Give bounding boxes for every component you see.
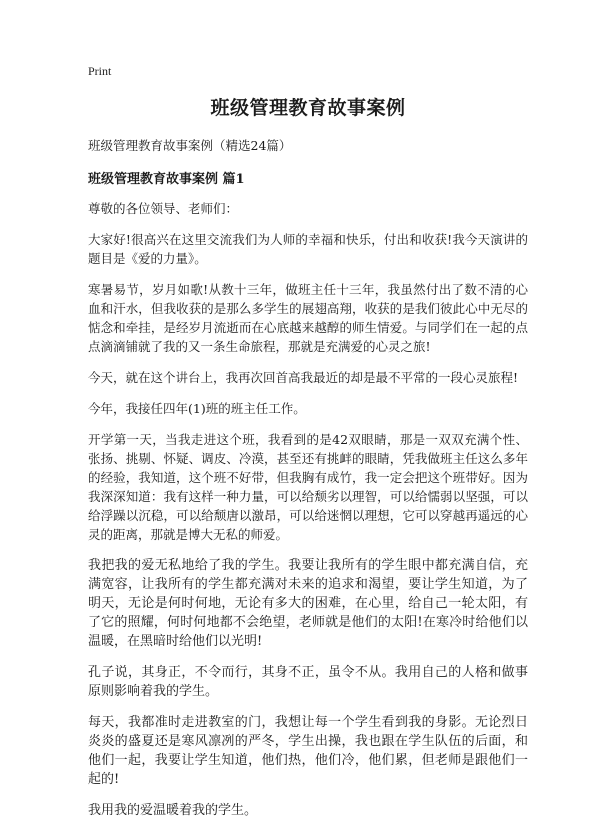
paragraph-first-day: 开学第一天，当我走进这个班，我看到的是42双眼睛，那是一双双充满个性、张扬、挑剔、怀疑、调皮、冷漠，甚至还有挑衅的眼睛，凭我做班主任这么多年的经验，我知道，这个班不好带，但我胸有成竹，我一定会把这个班带好。因为我深深知道：我有这样一种力量，可以给颓劣以理智，可以给懦弱以坚强，可以给浮躁以沉稳，可以给颓唐以激昂，可以给迷惘以理想，它可以穿越再遥远的心灵的距离，那就是博大无私的师爱。 xyxy=(88,432,528,542)
section-heading: 班级管理教育故事案例 篇1 xyxy=(88,172,245,187)
paragraph-greeting: 尊敬的各位领导、老师们： xyxy=(88,201,239,216)
paragraph-intro: 大家好!很高兴在这里交流我们为人师的幸福和快乐，付出和收获!我今天演讲的题目是《爱的力量》。 xyxy=(88,232,528,266)
paragraph-years: 寒暑易节，岁月如歌!从教十三年，做班主任十三年，我虽然付出了数不清的心血和汗水，但我收获的是那么多学生的展翅高翔，收获的是我们彼此心中无尽的惦念和牵挂，是经岁月流逝而在心底越来越醇的师生情爱。与同学们在一起的点点滴滴铺就了我的又一条生命旅程，那就是充满爱的心灵之旅! xyxy=(88,282,528,354)
paragraph-today: 今天，就在这个讲台上，我再次回首高我最近的却是最不平常的一段心灵旅程! xyxy=(88,370,519,385)
document-title: 班级管理教育故事案例 xyxy=(210,97,406,119)
paragraph-love: 我把我的爱无私地给了我的学生。我要让我所有的学生眼中都充满自信，充满宽容，让我所有的学生都充满对未来的追求和渴望，要让学生知道，为了明天，无论是何时何地，无论有多大的困难，在心里，给自己一轮太阳，有了它的照耀，何时何地都不会绝望，老师就是他们的太阳!在寒冷时给他们以温暖，在黑暗时给他们以光明! xyxy=(88,558,528,649)
paragraph-this-year: 今年，我接任四年(1)班的班主任工作。 xyxy=(88,401,306,416)
document-subtitle: 班级管理教育故事案例（精选24篇） xyxy=(88,138,292,153)
print-link[interactable]: Print xyxy=(88,64,112,78)
document-page xyxy=(88,64,528,832)
paragraph-every-day: 每天，我都准时走进教室的门，我想让每一个学生看到我的身影。无论烈日炎炎的盛夏还是寒风凛冽的严冬，学生出操，我也跟在学生队伍的后面，和他们一起，我要让学生知道，他们热，他们冷，他们累，但老师是跟他们一起的! xyxy=(88,715,528,787)
paragraph-confucius: 孔子说，其身正，不令而行，其身不正，虽令不从。我用自己的人格和做事原则影响着我的学生。 xyxy=(88,665,528,699)
paragraph-warmth: 我用我的爱温暖着我的学生。 xyxy=(88,803,258,818)
